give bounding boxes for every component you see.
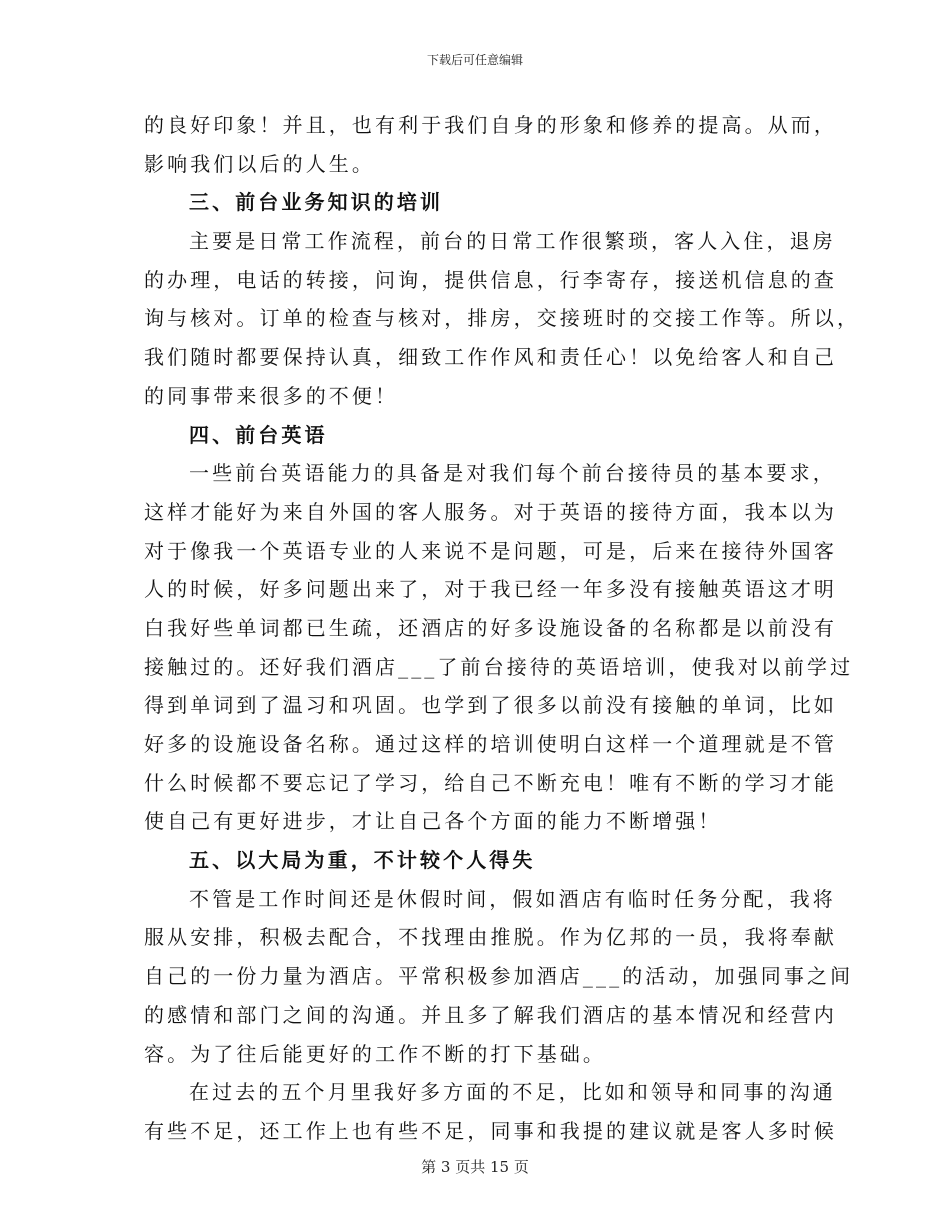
body-line: 使自己有更好进步，才让自己各个方面的能力不断增强！	[144, 809, 722, 834]
body-line: 容。为了往后能更好的工作不断的打下基础。	[144, 1041, 606, 1066]
page-number: 第 3 页共 15 页	[421, 1158, 529, 1176]
body-line: 我们随时都要保持认真，细致工作作风和责任心！以免给客人和自己	[144, 345, 837, 370]
body-line: 的良好印象！并且，也有利于我们自身的形象和修养的提高。从而，	[144, 113, 837, 137]
paragraph-first-line: 不管是工作时间还是休假时间，假如酒店有临时任务分配，我将	[189, 886, 836, 911]
body-line: 影响我们以后的人生。	[144, 151, 375, 176]
body-line: 有些不足，还工作上也有些不足，同事和我提的建议就是客人多时候	[144, 1118, 837, 1143]
page-header: 下载后可任意编辑	[426, 53, 523, 67]
body-line: 这样才能好为来自外国的客人服务。对于英语的接待方面，我本以为	[144, 499, 837, 524]
section-heading: 四、前台英语	[189, 422, 328, 447]
body-line: 询与核对。订单的检查与核对，排房，交接班时的交接工作等。所以，	[144, 306, 861, 331]
body-line: 什么时候都不要忘记了学习，给自己不断充电！唯有不断的学习才能	[144, 770, 837, 795]
document-body	[144, 106, 861, 1151]
body-line: 得到单词到了温习和巩固。也学到了很多以前没有接触的单词，比如	[144, 693, 837, 718]
paragraph-first-line: 主要是日常工作流程，前台的日常工作很繁琐，客人入住，退房	[189, 229, 836, 254]
body-line: 好多的设施设备名称。通过这样的培训使明白这样一个道理就是不管	[144, 732, 837, 756]
body-line: 人的时候，好多问题出来了，对于我已经一年多没有接触英语这才明	[144, 577, 837, 602]
body-line: 对于像我一个英语专业的人来说不是问题，可是，后来在接待外国客	[144, 538, 837, 563]
paragraph-first-line: 在过去的五个月里我好多方面的不足，比如和领导和同事的沟通	[189, 1080, 836, 1105]
body-line: 白我好些单词都已生疏，还酒店的好多设施设备的名称都是以前没有	[144, 615, 837, 640]
body-line: 服从安排，积极去配合，不找理由推脱。作为亿邦的一员，我将奉献	[144, 925, 837, 950]
section-heading: 五、以大局为重，不计较个人得失	[189, 848, 536, 873]
section-heading: 三、前台业务知识的培训	[189, 190, 444, 215]
body-line: 自己的一份力量为酒店。平常积极参加酒店___的活动，加强同事之间	[144, 964, 854, 989]
body-line: 的办理，电话的转接，问询，提供信息，行李寄存，接送机信息的查	[144, 267, 837, 292]
body-line: 接触过的。还好我们酒店___了前台接待的英语培训，使我对以前学过	[144, 654, 854, 679]
body-line: 的感情和部门之间的沟通。并且多了解我们酒店的基本情况和经营内	[144, 1002, 837, 1027]
body-line: 的同事带来很多的不便！	[144, 383, 399, 408]
paragraph-first-line: 一些前台英语能力的具备是对我们每个前台接待员的基本要求，	[189, 461, 836, 486]
